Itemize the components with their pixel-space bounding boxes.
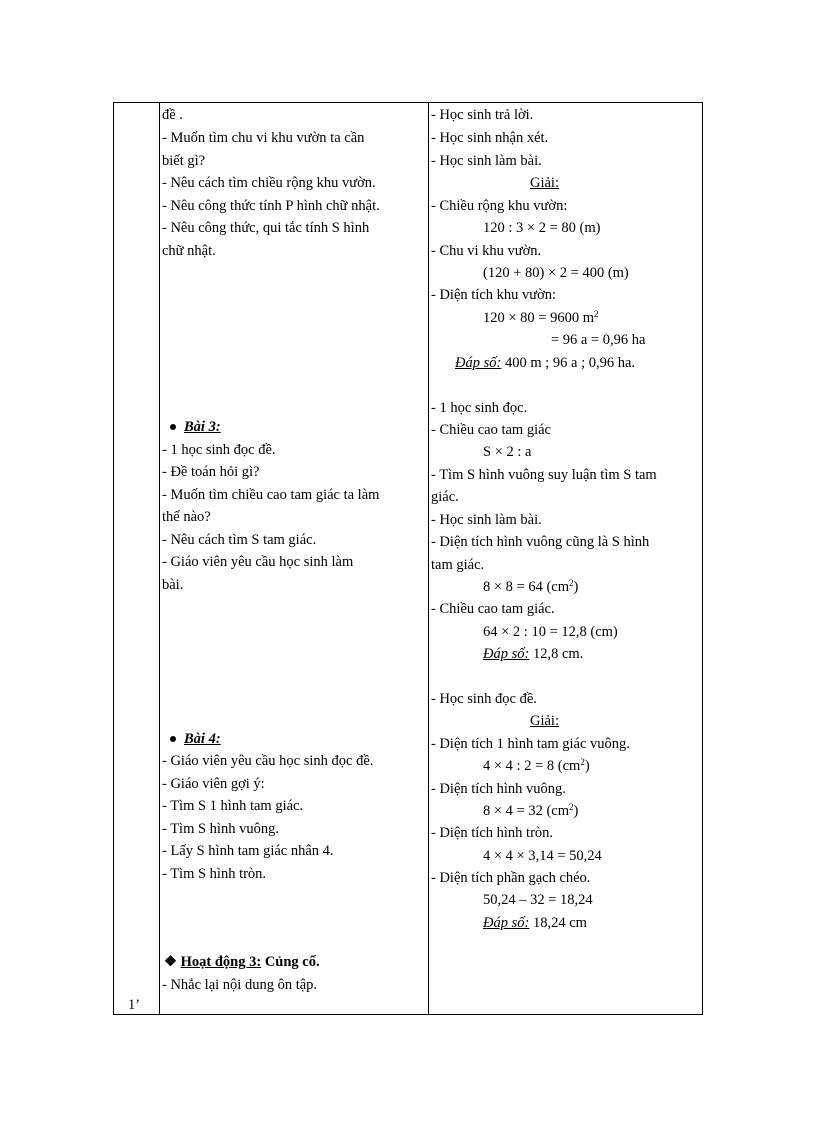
activity-3-heading xyxy=(164,953,320,971)
student-line: - Học sinh nhận xét. xyxy=(431,130,549,146)
bai3-title: Bài 3: xyxy=(184,419,221,435)
teacher-line: chữ nhật. xyxy=(162,243,216,259)
student-line: - Diện tích phần gạch chéo. xyxy=(431,870,591,886)
column-divider-1 xyxy=(159,103,160,1014)
teacher-line: - 1 học sinh đọc đề. xyxy=(162,442,276,458)
student-line: - Học sinh đọc đề. xyxy=(431,691,537,707)
answer-line: Đáp số: 400 m ; 96 a ; 0,96 ha. xyxy=(455,355,636,371)
activity-3-title: Củng cố. xyxy=(264,954,320,970)
student-line: - Chiều cao tam giác. xyxy=(431,601,555,617)
teacher-line: - Tìm S hình vuông. xyxy=(162,821,279,837)
teacher-line: - Tìm S 1 hình tam giác. xyxy=(162,798,304,814)
student-math-line: 120 : 3 × 2 = 80 (m) xyxy=(483,220,601,236)
solution-heading: Giải: xyxy=(530,175,559,191)
bullet-icon xyxy=(170,424,176,430)
lesson-table xyxy=(113,102,703,1015)
answer-line: Đáp số: 12,8 cm. xyxy=(483,646,584,662)
student-line: tam giác. xyxy=(431,557,485,573)
student-math-line: S × 2 : a xyxy=(483,444,532,460)
teacher-line: thế nào? xyxy=(162,509,211,525)
time-mark: 1’ xyxy=(128,997,141,1013)
teacher-line: - Nêu cách tìm chiều rộng khu vườn. xyxy=(162,175,376,191)
diamond-bullet-icon: ❖ xyxy=(164,954,177,970)
student-line: - Chu vi khu vườn. xyxy=(431,243,542,259)
student-line: - Học sinh làm bài. xyxy=(431,512,542,528)
student-math-line: 4 × 4 × 3,14 = 50,24 xyxy=(483,848,602,864)
teacher-line: - Nhắc lại nội dung ôn tập. xyxy=(162,977,318,993)
student-line: - Chiều rộng khu vườn: xyxy=(431,198,568,214)
teacher-line: - Tìm S hình tròn. xyxy=(162,866,267,882)
student-line: - Diện tích khu vườn: xyxy=(431,287,557,303)
column-divider-2 xyxy=(428,103,429,1014)
teacher-line: - Nêu công thức tính P hình chữ nhật. xyxy=(162,198,380,214)
teacher-line: - Nêu cách tìm S tam giác. xyxy=(162,532,317,548)
teacher-line: bài. xyxy=(162,577,184,593)
student-line: - Diện tích hình vuông. xyxy=(431,781,566,797)
bai3-heading xyxy=(162,418,221,436)
bai4-heading xyxy=(162,730,221,748)
student-line: - Tìm S hình vuông suy luận tìm S tam xyxy=(431,467,657,483)
student-line: - Học sinh làm bài. xyxy=(431,153,542,169)
student-line: - 1 học sinh đọc. xyxy=(431,400,528,416)
bullet-icon xyxy=(170,736,176,742)
teacher-line: biết gì? xyxy=(162,153,206,169)
teacher-line: - Giáo viên yêu cầu học sinh làm xyxy=(162,554,354,570)
teacher-line: - Lấy S hình tam giác nhân 4. xyxy=(162,843,334,859)
student-math-line: 4 × 4 : 2 = 8 $(cm^2)$ xyxy=(483,757,590,774)
teacher-line: - Nêu công thức, qui tắc tính S hình xyxy=(162,220,370,236)
answer-line: Đáp số: 18,24 cm xyxy=(483,915,587,931)
student-math-line: 50,24 – 32 = 18,24 xyxy=(483,892,593,908)
student-math-line: 8 × 8 = 64 $(cm^2)$ xyxy=(483,578,579,595)
teacher-line: - Đề toán hỏi gì? xyxy=(162,464,260,480)
student-math-line: = 96 a = 0,96 ha xyxy=(551,332,646,348)
student-line: - Diện tích hình tròn. xyxy=(431,825,554,841)
teacher-line: - Giáo viên yêu cầu học sinh đọc đề. xyxy=(162,753,374,769)
teacher-line: - Muốn tìm chu vi khu vườn ta cần xyxy=(162,130,365,146)
student-line: - Diện tích 1 hình tam giác vuông. xyxy=(431,736,630,752)
teacher-line: đề . xyxy=(162,107,183,123)
student-line: giác. xyxy=(431,489,459,505)
teacher-line: - Muốn tìm chiều cao tam giác ta làm xyxy=(162,487,380,503)
student-line: - Chiều cao tam giác xyxy=(431,422,551,438)
student-math-line: (120 + 80) × 2 = 400 (m) xyxy=(483,265,629,281)
teacher-line: - Giáo viên gợi ý: xyxy=(162,776,265,792)
student-math-line: 64 × 2 : 10 = 12,8 (cm) xyxy=(483,624,618,640)
student-math-line: 8 × 4 = 32 $(cm^2)$ xyxy=(483,802,579,819)
solution-heading: Giải: xyxy=(530,713,559,729)
activity-3-label: Hoạt động 3: xyxy=(180,954,262,970)
student-math-line: 120 × 80 = 9600 $m^2$ xyxy=(483,309,599,326)
student-line: - Diện tích hình vuông cũng là S hình xyxy=(431,534,650,550)
bai4-title: Bài 4: xyxy=(184,731,221,747)
student-line: - Học sinh trả lời. xyxy=(431,107,534,123)
